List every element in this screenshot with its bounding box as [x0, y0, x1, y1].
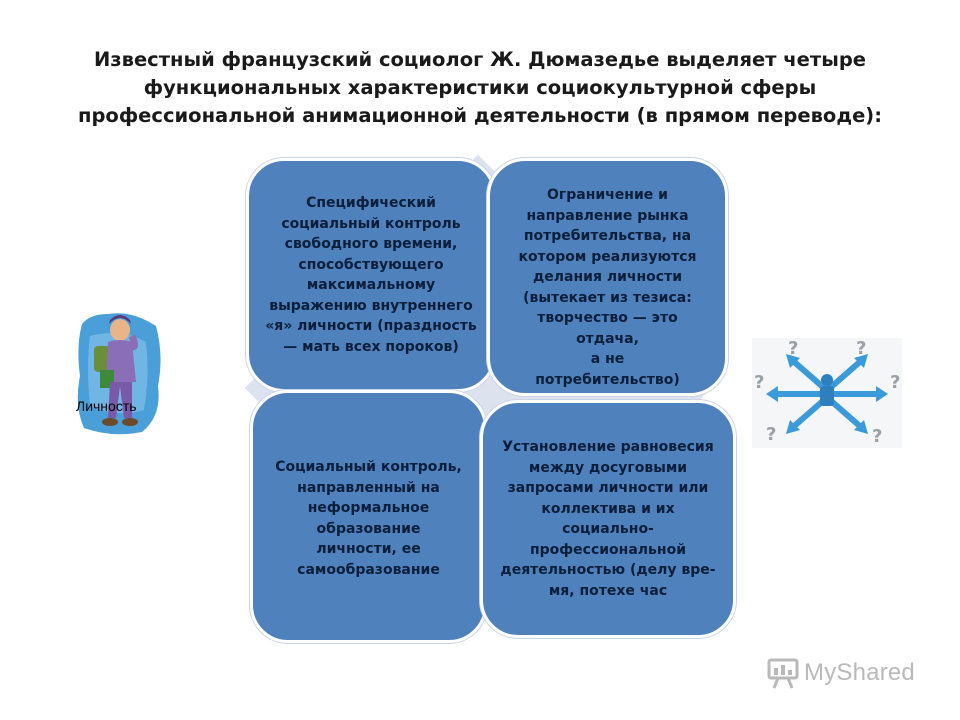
characteristic-box-4: Установление равновесия между досуговыми запросами личности или коллектива и их социально- профессиональной деятельностью (делу вре- мя, потехе час [480, 400, 736, 638]
characteristic-box-2: Ограничение и направление рынка потребительства, на котором реализуются делания личности (вытекает из тезиса: творчество — это отдача, а не потребительство) [487, 158, 728, 396]
logo-text: MyShared [804, 659, 915, 686]
svg-text:?: ? [766, 424, 777, 445]
arrows-question-marks-icon [752, 338, 902, 448]
characteristic-box-1: Специфический социальный контроль свободного времени, способствующего максимальному выражению внутреннего «я» личности (праздность — мать всех пороков) [246, 158, 496, 392]
person-clipart-icon [72, 306, 164, 438]
svg-text:?: ? [754, 372, 765, 393]
svg-text:?: ? [890, 372, 901, 393]
person-label: Личность [76, 398, 137, 414]
svg-text:?: ? [872, 426, 883, 447]
svg-text:?: ? [856, 338, 867, 359]
presentation-board-icon [766, 656, 800, 690]
myshared-logo [766, 656, 915, 690]
characteristic-box-3: Социальный контроль, направленный на неформальное образование личности, ее самообразование [250, 390, 487, 643]
svg-text:?: ? [788, 338, 799, 359]
slide-title: Известный французский социолог Ж. Дюмазедье выделяет четыре функциональных характеристики социокультурной сферы профессиональной анимационной деятельности (в прямом переводе): [77, 48, 883, 127]
